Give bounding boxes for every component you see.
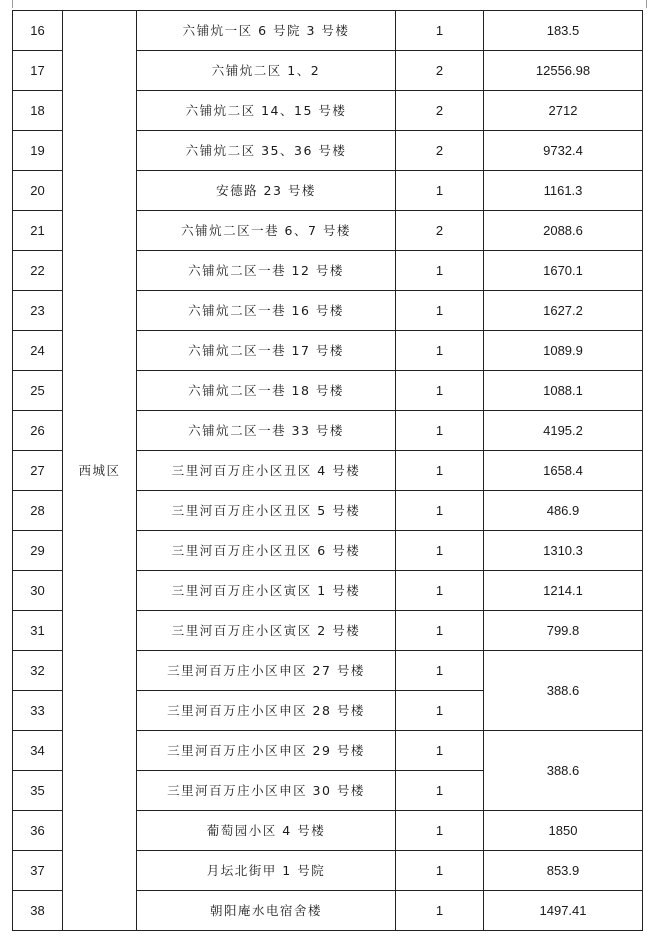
row-number-cell: 29 (13, 531, 63, 571)
area-cell: 12556.98 (484, 51, 643, 91)
building-count-cell: 1 (396, 851, 484, 891)
building-name-cell: 三里河百万庄小区丑区 4 号楼 (137, 451, 396, 491)
building-count-cell: 2 (396, 91, 484, 131)
building-name-cell: 三里河百万庄小区申区 29 号楼 (137, 731, 396, 771)
area-cell: 388.6 (484, 651, 643, 731)
building-count-cell: 2 (396, 211, 484, 251)
row-number-cell: 33 (13, 691, 63, 731)
building-name-cell: 月坛北街甲 1 号院 (137, 851, 396, 891)
building-count-cell: 1 (396, 291, 484, 331)
building-count-cell: 1 (396, 731, 484, 771)
building-count-cell: 1 (396, 811, 484, 851)
area-cell: 1089.9 (484, 331, 643, 371)
building-name-cell: 六铺炕一区 6 号院 3 号楼 (137, 11, 396, 51)
area-cell: 2712 (484, 91, 643, 131)
area-cell: 486.9 (484, 491, 643, 531)
building-count-cell: 2 (396, 51, 484, 91)
building-name-cell: 三里河百万庄小区丑区 5 号楼 (137, 491, 396, 531)
building-name-cell: 三里河百万庄小区申区 27 号楼 (137, 651, 396, 691)
building-count-cell: 2 (396, 131, 484, 171)
table-row (13, 11, 643, 51)
area-cell: 1497.41 (484, 891, 643, 931)
housing-table (12, 10, 643, 931)
area-cell: 9732.4 (484, 131, 643, 171)
row-number-cell: 30 (13, 571, 63, 611)
building-count-cell: 1 (396, 451, 484, 491)
row-number-cell: 38 (13, 891, 63, 931)
row-number-cell: 26 (13, 411, 63, 451)
row-number-cell: 23 (13, 291, 63, 331)
building-count-cell: 1 (396, 891, 484, 931)
building-count-cell: 1 (396, 691, 484, 731)
row-number-cell: 25 (13, 371, 63, 411)
building-count-cell: 1 (396, 651, 484, 691)
building-name-cell: 六铺炕二区一巷 12 号楼 (137, 251, 396, 291)
row-number-cell: 34 (13, 731, 63, 771)
page-corner-mark-left (12, 0, 13, 8)
row-number-cell: 35 (13, 771, 63, 811)
building-name-cell: 葡萄园小区 4 号楼 (137, 811, 396, 851)
area-cell: 1670.1 (484, 251, 643, 291)
row-number-cell: 22 (13, 251, 63, 291)
building-name-cell: 六铺炕二区一巷 18 号楼 (137, 371, 396, 411)
row-number-cell: 20 (13, 171, 63, 211)
building-name-cell: 六铺炕二区一巷 6、7 号楼 (137, 211, 396, 251)
area-cell: 388.6 (484, 731, 643, 811)
building-count-cell: 1 (396, 371, 484, 411)
row-number-cell: 32 (13, 651, 63, 691)
building-count-cell: 1 (396, 771, 484, 811)
building-count-cell: 1 (396, 531, 484, 571)
area-cell: 1850 (484, 811, 643, 851)
area-cell: 1214.1 (484, 571, 643, 611)
row-number-cell: 28 (13, 491, 63, 531)
row-number-cell: 27 (13, 451, 63, 491)
building-name-cell: 三里河百万庄小区寅区 2 号楼 (137, 611, 396, 651)
building-count-cell: 1 (396, 171, 484, 211)
district-cell: 西城区 (63, 11, 137, 931)
table-body (13, 11, 643, 931)
area-cell: 1088.1 (484, 371, 643, 411)
building-name-cell: 三里河百万庄小区申区 30 号楼 (137, 771, 396, 811)
building-name-cell: 六铺炕二区 35、36 号楼 (137, 131, 396, 171)
building-name-cell: 三里河百万庄小区寅区 1 号楼 (137, 571, 396, 611)
building-name-cell: 三里河百万庄小区丑区 6 号楼 (137, 531, 396, 571)
building-count-cell: 1 (396, 611, 484, 651)
area-cell: 1161.3 (484, 171, 643, 211)
area-cell: 1627.2 (484, 291, 643, 331)
building-name-cell: 六铺炕二区一巷 17 号楼 (137, 331, 396, 371)
area-cell: 4195.2 (484, 411, 643, 451)
building-count-cell: 1 (396, 411, 484, 451)
row-number-cell: 21 (13, 211, 63, 251)
area-cell: 1658.4 (484, 451, 643, 491)
building-name-cell: 六铺炕二区 14、15 号楼 (137, 91, 396, 131)
row-number-cell: 19 (13, 131, 63, 171)
building-count-cell: 1 (396, 11, 484, 51)
row-number-cell: 31 (13, 611, 63, 651)
row-number-cell: 16 (13, 11, 63, 51)
row-number-cell: 37 (13, 851, 63, 891)
building-name-cell: 安德路 23 号楼 (137, 171, 396, 211)
area-cell: 799.8 (484, 611, 643, 651)
row-number-cell: 17 (13, 51, 63, 91)
area-cell: 183.5 (484, 11, 643, 51)
building-count-cell: 1 (396, 571, 484, 611)
page-corner-mark-right (646, 0, 647, 8)
building-name-cell: 三里河百万庄小区申区 28 号楼 (137, 691, 396, 731)
building-name-cell: 六铺炕二区一巷 16 号楼 (137, 291, 396, 331)
row-number-cell: 24 (13, 331, 63, 371)
building-name-cell: 六铺炕二区 1、2 (137, 51, 396, 91)
area-cell: 853.9 (484, 851, 643, 891)
building-count-cell: 1 (396, 251, 484, 291)
building-count-cell: 1 (396, 491, 484, 531)
area-cell: 1310.3 (484, 531, 643, 571)
area-cell: 2088.6 (484, 211, 643, 251)
row-number-cell: 18 (13, 91, 63, 131)
building-name-cell: 朝阳庵水电宿舍楼 (137, 891, 396, 931)
building-count-cell: 1 (396, 331, 484, 371)
row-number-cell: 36 (13, 811, 63, 851)
building-name-cell: 六铺炕二区一巷 33 号楼 (137, 411, 396, 451)
